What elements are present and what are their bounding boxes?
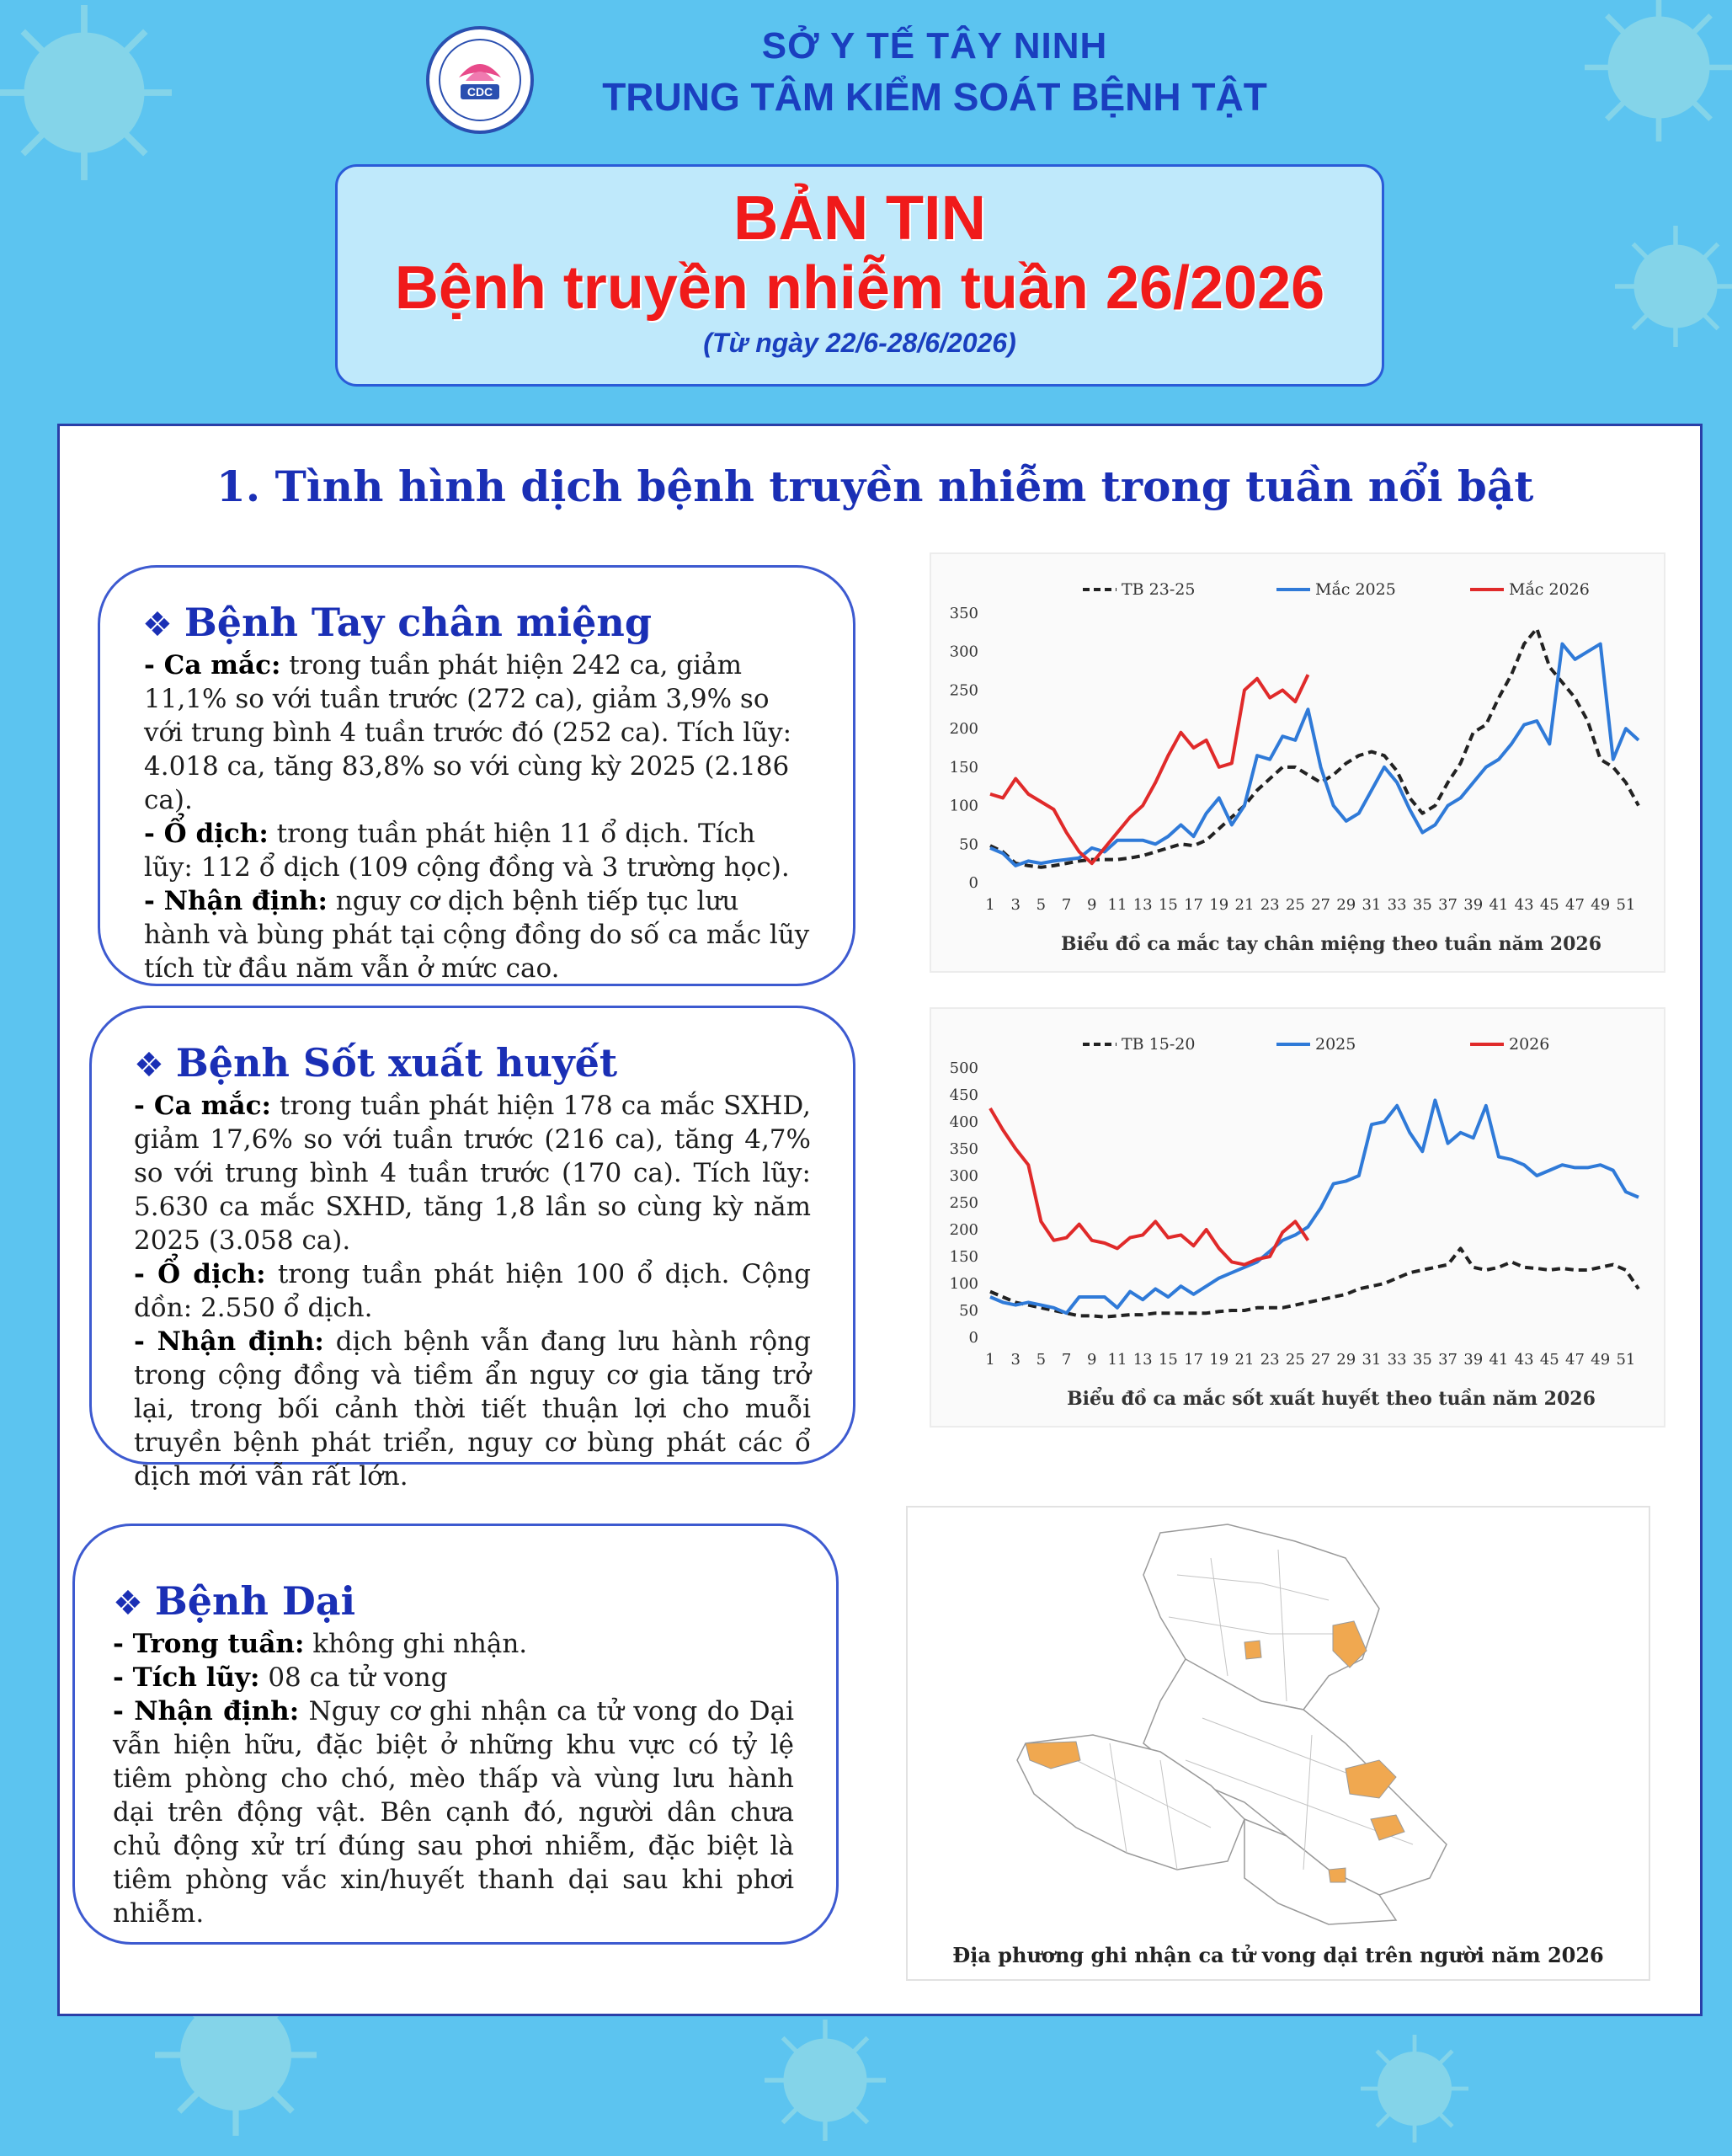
legend-label: TB 23-25 (1122, 580, 1196, 599)
x-tick-label: 45 (1539, 1351, 1559, 1369)
highlight-region-3 (1244, 1641, 1261, 1659)
y-tick-label: 0 (968, 1329, 978, 1347)
map-caption: Địa phương ghi nhận ca tử vong dại trên người năm 2026 (952, 1943, 1604, 1967)
y-tick-label: 250 (949, 681, 978, 700)
rabies-assessment-text: Nguy cơ ghi nhận ca tử vong do Dại vẫn hiện hữu, đặc biệt ở những khu vực có tỷ lệ tiêm phòng cho chó, mèo thấp và vùng lưu hành dại trên động vật. Bên cạnh đó, người dân chưa chủ động xử trí đúng sau phơi nhiễm, đặc biệt là tiêm phòng vắc xin/huyết thanh dại sau khi phơi nhiễm. (113, 1696, 794, 1929)
x-tick-label: 43 (1514, 1351, 1534, 1369)
y-tick-label: 200 (949, 720, 978, 739)
y-tick-label: 100 (949, 1275, 978, 1293)
series-line (990, 675, 1308, 863)
hfmd-outbreak-label: - Ổ dịch: (144, 819, 269, 849)
series-line (990, 1248, 1639, 1316)
rabies-card (72, 1524, 839, 1945)
x-tick-label: 51 (1616, 896, 1636, 914)
rabies-body (113, 1627, 794, 1930)
x-tick-label: 1 (985, 896, 995, 914)
x-tick-label: 13 (1132, 896, 1153, 914)
x-tick-label: 39 (1463, 896, 1484, 914)
diamond-bullet-icon: ❖ (134, 1046, 164, 1085)
rabies-cumulative-text: 08 ca tử vong (259, 1662, 448, 1693)
dengue-outbreak-text: trong tuần phát hiện 100 ổ dịch. Cộng dồn: 2.550 ổ dịch. (134, 1259, 811, 1323)
x-tick-label: 19 (1209, 1351, 1229, 1369)
virus-decoration-icon (1566, 0, 1732, 160)
x-tick-label: 41 (1489, 1351, 1509, 1369)
bulletin-date-range: (Từ ngày 22/6-28/6/2026) (703, 328, 1016, 358)
dengue-cases-label: - Ca mắc: (134, 1091, 271, 1121)
y-tick-label: 250 (949, 1194, 978, 1212)
rabies-heading: ❖ Bệnh Dại (113, 1578, 356, 1624)
x-tick-label: 31 (1362, 896, 1382, 914)
x-tick-label: 3 (1010, 896, 1021, 914)
x-tick-label: 33 (1387, 1351, 1407, 1369)
hfmd-cases-text: trong tuần phát hiện 242 ca, giảm 11,1% so với tuần trước (272 ca), giảm 3,9% so với trung bình 4 tuần trước đó (252 ca). Tích lũy: 4.018 ca, tăng 83,8% so với cùng kỳ 2025 (2.186 ca). (144, 650, 792, 815)
series-line (990, 628, 1639, 867)
dengue-chart-svg (931, 1009, 1664, 1426)
rabies-week-text: không ghi nhận. (304, 1629, 528, 1659)
x-tick-label: 41 (1489, 896, 1509, 914)
series-line (990, 644, 1639, 866)
logo-text: CDC (466, 85, 493, 99)
organization-header (556, 25, 1314, 120)
y-tick-label: 50 (959, 1302, 978, 1320)
org-line-2: TRUNG TÂM KIỂM SOÁT BỆNH TẬT (602, 75, 1267, 119)
bulletin-title: BẢN TIN (733, 183, 987, 253)
x-tick-label: 35 (1412, 896, 1432, 914)
diamond-bullet-icon: ❖ (142, 606, 173, 644)
x-tick-label: 49 (1591, 1351, 1611, 1369)
y-tick-label: 500 (949, 1059, 978, 1077)
cdc-logo (425, 25, 535, 135)
rabies-map (906, 1506, 1650, 1981)
x-tick-label: 27 (1311, 896, 1331, 914)
x-tick-label: 21 (1234, 896, 1255, 914)
y-tick-label: 0 (968, 874, 978, 892)
chart-caption: Biểu đồ ca mắc tay chân miệng theo tuần năm 2026 (1060, 933, 1602, 955)
hfmd-body (142, 648, 811, 985)
chart-caption: Biểu đồ ca mắc sốt xuất huyết theo tuần năm 2026 (1067, 1388, 1596, 1410)
y-tick-label: 200 (949, 1221, 978, 1239)
x-tick-label: 43 (1514, 896, 1534, 914)
bulletin-title-box (335, 164, 1384, 387)
dengue-chart (930, 1007, 1665, 1428)
dengue-body (134, 1089, 811, 1493)
y-tick-label: 450 (949, 1086, 978, 1104)
dengue-cases-text: trong tuần phát hiện 178 ca mắc SXHD, giảm 17,6% so với tuần trước (216 ca), tăng 4,7% so với trung bình 4 tuần trước (170 ca). Tích lũy: 5.630 ca mắc SXHD, tăng 1,8 lần so cùng kỳ năm 2025 (3.058 ca). (134, 1091, 811, 1256)
hfmd-assessment-label: - Nhận định: (144, 886, 328, 916)
x-tick-label: 19 (1209, 896, 1229, 914)
legend-label: TB 15-20 (1122, 1035, 1196, 1054)
y-tick-label: 350 (949, 605, 978, 622)
x-tick-label: 3 (1010, 1351, 1021, 1369)
y-tick-label: 150 (949, 758, 978, 776)
rabies-assessment-label: - Nhận định: (113, 1696, 300, 1726)
main-panel (57, 424, 1703, 2016)
virus-decoration-icon (0, 0, 194, 202)
section-title: 1. Tình hình dịch bệnh truyền nhiễm trong tuần nổi bật (216, 462, 1534, 511)
virus-decoration-icon (1600, 211, 1732, 362)
x-tick-label: 9 (1087, 1351, 1097, 1369)
y-tick-label: 300 (949, 643, 978, 661)
virus-decoration-icon (741, 2004, 909, 2156)
hfmd-heading: ❖ Bệnh Tay chân miệng (142, 600, 653, 645)
highlight-region-6 (1329, 1868, 1346, 1882)
dengue-outbreak-label: - Ổ dịch: (134, 1259, 266, 1289)
x-tick-label: 39 (1463, 1351, 1484, 1369)
y-tick-label: 350 (949, 1140, 978, 1158)
x-tick-label: 23 (1260, 896, 1280, 914)
legend-label: Mắc 2025 (1315, 580, 1396, 599)
hfmd-assessment-text: nguy cơ dịch bệnh tiếp tục lưu hành và bùng phát tại cộng đồng do số ca mắc lũy tích từ đầu năm vẫn ở mức cao. (144, 886, 810, 984)
x-tick-label: 17 (1184, 896, 1204, 914)
y-tick-label: 150 (949, 1248, 978, 1266)
x-tick-label: 27 (1311, 1351, 1331, 1369)
diamond-bullet-icon: ❖ (113, 1584, 143, 1623)
y-tick-label: 100 (949, 797, 978, 815)
x-tick-label: 23 (1260, 1351, 1280, 1369)
hfmd-cases-label: - Ca mắc: (144, 650, 281, 680)
x-tick-label: 11 (1107, 896, 1127, 914)
x-tick-label: 5 (1036, 1351, 1047, 1369)
x-tick-label: 31 (1362, 1351, 1382, 1369)
x-tick-label: 7 (1061, 1351, 1072, 1369)
series-line (990, 1108, 1308, 1265)
x-tick-label: 51 (1616, 1351, 1636, 1369)
rabies-cumulative-label: - Tích lũy: (113, 1662, 260, 1693)
x-tick-label: 15 (1158, 896, 1178, 914)
x-tick-label: 15 (1158, 1351, 1178, 1369)
dengue-heading: ❖ Bệnh Sốt xuất huyết (134, 1040, 618, 1086)
virus-decoration-icon (1330, 2021, 1499, 2156)
x-tick-label: 11 (1107, 1351, 1127, 1369)
x-tick-label: 1 (985, 1351, 995, 1369)
hfmd-chart-svg (931, 554, 1664, 971)
x-tick-label: 21 (1234, 1351, 1255, 1369)
x-tick-label: 29 (1336, 1351, 1356, 1369)
legend-label: 2026 (1509, 1035, 1550, 1054)
series-line (990, 1100, 1639, 1313)
x-tick-label: 25 (1285, 896, 1305, 914)
x-tick-label: 25 (1285, 1351, 1305, 1369)
hfmd-outbreak-text: trong tuần phát hiện 11 ổ dịch. Tích lũy: 112 ổ dịch (109 cộng đồng và 3 trường học). (144, 819, 790, 883)
dengue-assessment-label: - Nhận định: (134, 1326, 324, 1357)
dengue-assessment-text: dịch bệnh vẫn đang lưu hành rộng trong cộng đồng và tiềm ẩn nguy cơ gia tăng trở lại, trong bối cảnh thời tiết thuận lợi cho muỗi truyền bệnh phát triển, nguy cơ bùng phát các ổ dịch mới vẫn rất lớn. (134, 1326, 811, 1492)
legend-label: Mắc 2026 (1509, 580, 1590, 599)
x-tick-label: 9 (1087, 896, 1097, 914)
x-tick-label: 13 (1132, 1351, 1153, 1369)
x-tick-label: 47 (1565, 1351, 1585, 1369)
x-tick-label: 33 (1387, 896, 1407, 914)
bulletin-subtitle: Bệnh truyền nhiễm tuần 26/2026 (394, 254, 1325, 322)
hfmd-card (98, 565, 855, 986)
x-tick-label: 45 (1539, 896, 1559, 914)
x-tick-label: 37 (1438, 896, 1458, 914)
x-tick-label: 7 (1061, 896, 1072, 914)
rabies-week-label: - Trong tuần: (113, 1629, 305, 1659)
legend-label: 2025 (1315, 1035, 1356, 1054)
x-tick-label: 49 (1591, 896, 1611, 914)
hfmd-chart (930, 552, 1665, 973)
dengue-card (89, 1006, 855, 1492)
x-tick-label: 47 (1565, 896, 1585, 914)
y-tick-label: 400 (949, 1113, 978, 1131)
org-line-1: SỞ Y TẾ TÂY NINH (761, 25, 1108, 67)
x-tick-label: 37 (1438, 1351, 1458, 1369)
y-tick-label: 50 (959, 835, 978, 854)
x-tick-label: 29 (1336, 896, 1356, 914)
province-map-svg (908, 1508, 1649, 1929)
x-tick-label: 35 (1412, 1351, 1432, 1369)
x-tick-label: 5 (1036, 896, 1047, 914)
x-tick-label: 17 (1184, 1351, 1204, 1369)
y-tick-label: 300 (949, 1167, 978, 1185)
